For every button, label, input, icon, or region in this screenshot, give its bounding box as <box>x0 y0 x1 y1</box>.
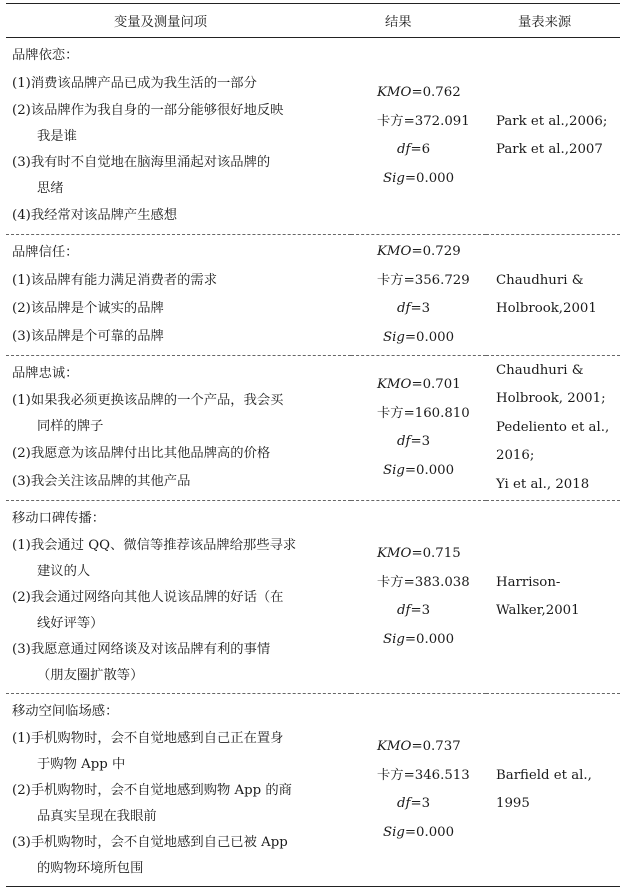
sig-stat <box>377 324 486 353</box>
result-cell <box>351 501 486 694</box>
measurement-item-continued: 我是谁 <box>37 129 77 144</box>
header-variable: 变量及测量问项 <box>6 4 351 38</box>
kmo-stat <box>377 733 486 762</box>
source-line: Chaudhuri & <box>496 362 584 378</box>
df-stat <box>377 790 486 819</box>
sig-stat-label: Sig <box>383 462 405 478</box>
sig-stat-value: =0.000 <box>404 170 455 186</box>
df-stat <box>377 295 486 324</box>
df-stat-label: df <box>397 301 411 316</box>
df-stat-value: =3 <box>410 796 431 811</box>
kmo-stat-value: =0.715 <box>411 546 461 561</box>
sig-stat <box>377 626 486 655</box>
result-cell <box>351 235 486 356</box>
df-stat-value: =3 <box>410 603 431 618</box>
sig-stat <box>377 819 486 848</box>
table-row <box>6 235 620 356</box>
result-cell <box>351 694 486 887</box>
source-line: Chaudhuri & <box>496 272 584 288</box>
sig-stat-value: =0.000 <box>404 462 455 478</box>
measurement-item: (1)如果我必须更换该品牌的一个产品，我会买 <box>12 393 284 408</box>
kmo-stat-value: =0.701 <box>411 377 461 392</box>
table-header-row <box>6 4 620 38</box>
measurement-item: (3)该品牌是个可靠的品牌 <box>12 329 164 344</box>
variable-title: 品牌忠诚： <box>12 366 79 381</box>
measurement-item: (3)我会关注该品牌的其他产品 <box>12 474 191 489</box>
measurement-item: (2)我会通过网络向其他人说该品牌的好话（在 <box>12 590 284 605</box>
df-stat-label: df <box>397 603 411 618</box>
measurement-item-continued: 品真实呈现在我眼前 <box>37 809 157 824</box>
kmo-stat <box>377 540 486 569</box>
measurement-item: (2)手机购物时，会不自觉地感到购物 App 的商 <box>12 783 292 798</box>
sig-stat-label: Sig <box>383 170 405 186</box>
sig-stat <box>377 457 486 486</box>
table-row <box>6 501 620 694</box>
sig-stat-label: Sig <box>383 329 405 345</box>
kmo-stat-label: KMO <box>377 546 412 561</box>
measurement-item: (3)手机购物时，会不自觉地感到自己已被 App <box>12 835 288 850</box>
measurement-item: (2)我愿意为该品牌付出比其他品牌高的价格 <box>12 446 271 461</box>
df-stat-label: df <box>397 142 411 157</box>
measurement-item-continued: 的购物环境所包围 <box>37 861 144 876</box>
measurement-item-continued: 思绪 <box>37 181 64 196</box>
measurement-item-continued: 建议的人 <box>37 564 91 579</box>
variable-cell <box>6 38 351 235</box>
source-line: Holbrook,2001 <box>496 301 597 316</box>
variable-title: 移动口碑传播： <box>12 511 106 526</box>
kmo-stat-value: =0.729 <box>411 244 461 259</box>
source-line: Holbrook, 2001; <box>496 391 606 407</box>
source-line: 1995 <box>496 796 530 811</box>
measurement-item-continued: 于购物 App 中 <box>37 757 126 772</box>
chi-square-stat: 卡方=356.729 <box>377 272 470 288</box>
source-line: Park et al.,2006; <box>496 113 608 129</box>
sig-stat-value: =0.000 <box>404 329 455 345</box>
variable-cell <box>6 694 351 887</box>
variable-title: 品牌依恋： <box>12 48 79 63</box>
measurement-item: (1)我会通过 QQ、微信等推荐该品牌给那些寻求 <box>12 538 297 553</box>
measurement-table <box>6 3 620 887</box>
measurement-item-continued: （朋友圈扩散等） <box>37 668 144 683</box>
df-stat <box>377 136 486 165</box>
source-line: Barfield et al., <box>496 767 592 783</box>
measurement-item: (2)该品牌是个诚实的品牌 <box>12 301 164 316</box>
source-line: 2016; <box>496 448 535 464</box>
source-line: Harrison- <box>496 574 561 590</box>
header-result: 结果 <box>351 4 486 38</box>
measurement-item: (3)我有时不自觉地在脑海里涌起对该品牌的 <box>12 155 271 170</box>
variable-cell <box>6 235 351 356</box>
df-stat-label: df <box>397 434 411 449</box>
variable-title: 品牌信任： <box>12 245 79 260</box>
measurement-item-continued: 线好评等） <box>37 616 104 631</box>
table-row <box>6 38 620 235</box>
chi-square-stat: 卡方=160.810 <box>377 405 470 421</box>
df-stat <box>377 597 486 626</box>
sig-stat-value: =0.000 <box>404 631 455 647</box>
source-cell <box>486 501 620 694</box>
sig-stat <box>377 165 486 194</box>
sig-stat-label: Sig <box>383 631 405 647</box>
result-cell <box>351 356 486 501</box>
measurement-item-continued: 同样的牌子 <box>37 419 104 434</box>
variable-cell <box>6 501 351 694</box>
kmo-stat-value: =0.762 <box>411 85 461 100</box>
kmo-stat-label: KMO <box>377 377 412 392</box>
chi-square-stat: 卡方=346.513 <box>377 767 470 783</box>
measurement-item: (3)我愿意通过网络谈及对该品牌有利的事情 <box>12 642 271 657</box>
kmo-stat-label: KMO <box>377 739 412 754</box>
source-cell <box>486 235 620 356</box>
source-cell <box>486 38 620 235</box>
source-cell <box>486 356 620 501</box>
df-stat <box>377 428 486 457</box>
kmo-stat <box>377 371 486 400</box>
source-line: Yi et al., 2018 <box>496 476 590 492</box>
df-stat-value: =3 <box>410 434 431 449</box>
variable-title: 移动空间临场感： <box>12 704 119 719</box>
source-line: Walker,2001 <box>496 603 580 618</box>
table-row <box>6 694 620 887</box>
kmo-stat-value: =0.737 <box>411 739 461 754</box>
chi-square-stat: 卡方=383.038 <box>377 574 470 590</box>
df-stat-label: df <box>397 796 411 811</box>
kmo-stat-label: KMO <box>377 85 412 100</box>
table-row <box>6 356 620 501</box>
measurement-item: (1)该品牌有能力满足消费者的需求 <box>12 273 217 288</box>
source-line: Pedeliento et al., <box>496 419 610 435</box>
source-line: Park et al.,2007 <box>496 142 603 157</box>
df-stat-value: =6 <box>410 142 431 157</box>
kmo-stat <box>377 238 486 267</box>
result-cell <box>351 38 486 235</box>
measurement-item: (4)我经常对该品牌产生感想 <box>12 208 178 223</box>
measurement-item: (2)该品牌作为我自身的一部分能够很好地反映 <box>12 103 284 118</box>
chi-square-stat: 卡方=372.091 <box>377 113 470 129</box>
measurement-item: (1)消费该品牌产品已成为我生活的一部分 <box>12 76 257 91</box>
measurement-item: (1)手机购物时，会不自觉地感到自己正在置身 <box>12 731 284 746</box>
source-cell <box>486 694 620 887</box>
sig-stat-label: Sig <box>383 824 405 840</box>
df-stat-value: =3 <box>410 301 431 316</box>
header-source: 量表来源 <box>486 4 620 38</box>
variable-cell <box>6 356 351 501</box>
sig-stat-value: =0.000 <box>404 824 455 840</box>
kmo-stat-label: KMO <box>377 244 412 259</box>
kmo-stat <box>377 79 486 108</box>
